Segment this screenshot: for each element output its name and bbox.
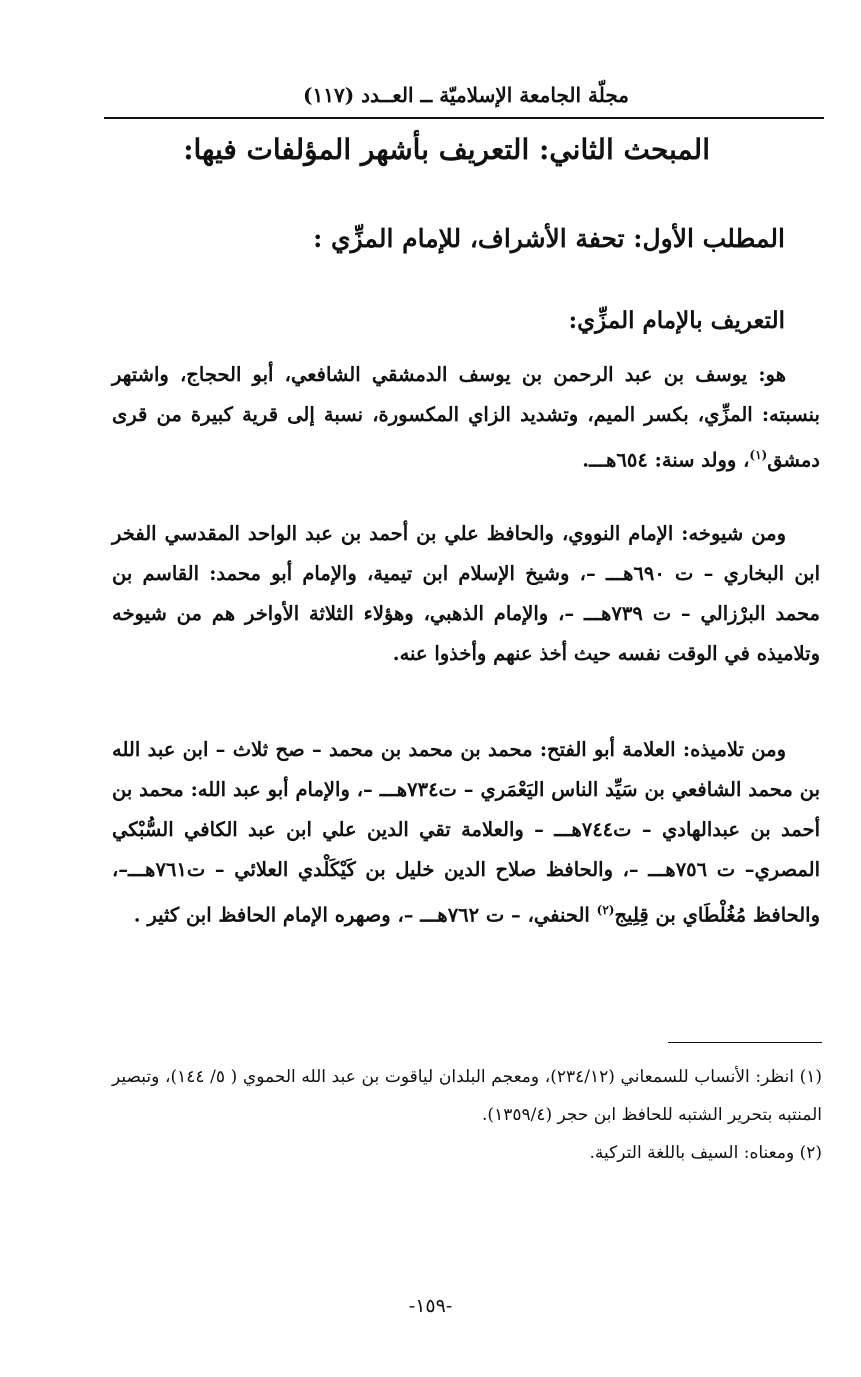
paragraph-biography bbox=[112, 355, 820, 481]
running-header: مجلّة الجامعة الإسلاميّة ــ العــدد (١١٧) bbox=[303, 83, 629, 107]
paragraph-teachers bbox=[112, 514, 820, 674]
paragraph-text: ، وولد سنة: ٦٥٤هـــ. bbox=[582, 448, 750, 472]
footnote-separator bbox=[668, 1042, 822, 1043]
footnote-text: ومعناه: السيف باللغة التركية. bbox=[589, 1143, 795, 1163]
paragraph-text: ومن تلاميذه: العلامة أبو الفتح: محمد بن محمد بن محمد – صح ثلاث – ابن عبد الله بن محمد الشافعي بن سَيِّد الناس اليَعْمَري – ت٧٣٤هـــ –، والإمام أبو عبد الله: محمد بن أحمد بن عبدالهادي – ت٧٤٤هـــ – والعلامة تقي الدين علي ابن عبد الكافي السُّبْكي المصري– ت ٧٥٦هـــ –، والحافظ صلاح الدين خليل بن كَيْكَلْدي العلائي – ت٧٦١هـــ–، والحافظ مُغُلْطَاي بن قِلِيج bbox=[112, 738, 821, 927]
paragraph-text: ومن شيوخه: الإمام النووي، والحافظ علي بن أحمد بن عبد الواحد المقدسي الفخر ابن البخاري – ت ٦٩٠هـــ –، وشيخ الإسلام ابن تيمية، والإمام أبو محمد: القاسم بن محمد البرْزالي – ت ٧٣٩هـــ –، والإمام الذهبي، وهؤلاء الثلاثة الأواخر هم من شيوخه وتلاميذه في الوقت نفسه حيث أخذ عنهم وأخذوا عنه. bbox=[112, 522, 821, 665]
paragraph-text: هو: يوسف بن عبد الرحمن بن يوسف الدمشقي الشافعي، أبو الحجاج، واشتهر بنسبته: المزِّي، بكسر الميم، وتشديد الزاي المكسورة، نسبة إلى قرية كبيرة من قرى دمشق bbox=[112, 363, 820, 472]
paragraph-text: الحنفي، – ت ٧٦٢هـــ –، وصهره الإمام الحافظ ابن كثير . bbox=[133, 903, 597, 927]
footnote-text: انظر: الأنساب للسمعاني (٢٣٤/١٢)، ومعجم البلدان لياقوت بن عبد الله الحموي ( ٥/ ١٤٤)، وتبصير المنتبه بتحرير الشتبه للحافظ ابن حجر (١٣٥٩/٤). bbox=[112, 1067, 822, 1125]
footnote-1 bbox=[112, 1058, 822, 1134]
footnote-number: (٢) bbox=[799, 1143, 822, 1163]
footnote-marker-2: (٢) bbox=[596, 903, 615, 917]
paragraph-students bbox=[112, 730, 820, 936]
header-rule bbox=[104, 117, 824, 119]
footnotes bbox=[112, 1058, 822, 1172]
footnote-2 bbox=[112, 1134, 822, 1172]
section-title: المبحث الثاني: التعريف بأشهر المؤلفات فيها: bbox=[183, 133, 710, 166]
subsection-title: المطلب الأول: تحفة الأشراف، للإمام المزِّي : bbox=[313, 224, 785, 253]
footnote-number: (١) bbox=[799, 1067, 822, 1087]
intro-heading: التعريف بالإمام المزِّي: bbox=[568, 307, 785, 334]
page-number: -١٥٩- bbox=[408, 1295, 453, 1317]
footnote-marker-1: (١) bbox=[749, 448, 768, 462]
